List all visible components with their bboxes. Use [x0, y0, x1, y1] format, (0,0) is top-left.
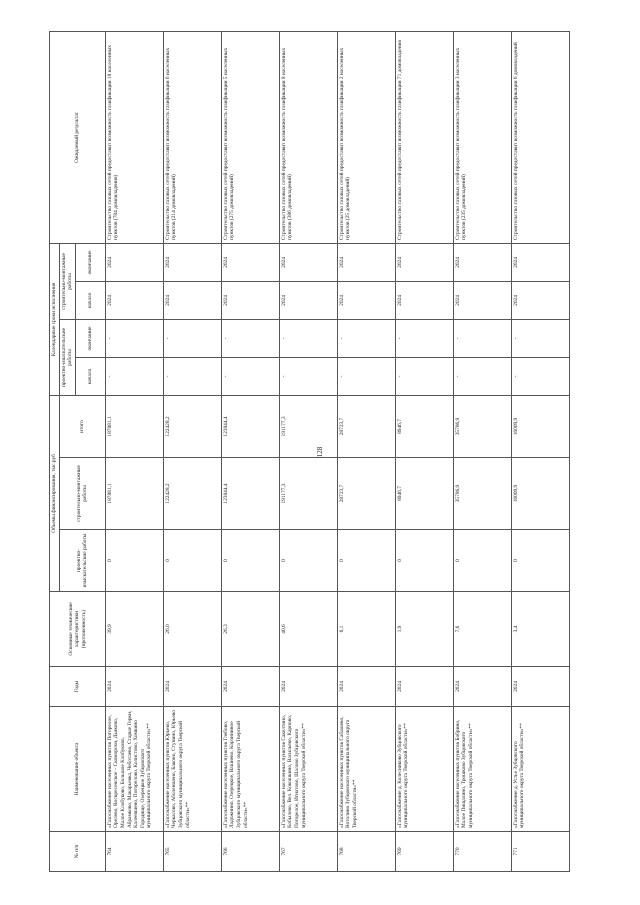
row-smr-end: 2024: [511, 243, 569, 281]
row-fin-design: 0: [105, 530, 163, 592]
row-pir-start: -: [163, 357, 221, 395]
row-fin-total: 123844,4: [221, 395, 279, 457]
row-smr-end: 2024: [337, 243, 395, 281]
table-row: [105, 31, 163, 871]
row-name: «Газоснабжение населенных пунктов Юрьево, Черкасово, Аболеншено, Баконо, Ступино, Юрьево Зубцовского муниципального округа Тверской области»**: [163, 707, 221, 832]
table-row: [511, 31, 569, 871]
header-specs: Основные технические характеристики (протяженность): [50, 592, 106, 667]
row-smr-start: 2024: [337, 281, 395, 319]
header-schedule: Календарные сроки исполнения: [50, 243, 60, 395]
row-year: 2024: [453, 667, 511, 707]
header-num: № п/п: [50, 832, 106, 872]
row-result: Строительство газовых сетей предоставит возможность газификации 6 домовладений: [511, 31, 569, 243]
row-fin-construction: 16009,9: [511, 458, 569, 530]
row-smr-start: 2024: [221, 281, 279, 319]
row-pir-start: -: [105, 357, 163, 395]
header-fin-total: итого: [59, 395, 105, 457]
row-num: 768: [337, 832, 395, 872]
table-row: [221, 31, 279, 871]
row-fin-construction: 28723,7: [337, 458, 395, 530]
row-name: «Газоснабжение населенных пунктов Глебово, Ладожнино, Озерецкое, Вашнево, Корзининое Зубцовского муниципального округа Тверской области»**: [221, 707, 279, 832]
row-num: 766: [221, 832, 279, 872]
row-fin-total: 35786,9: [453, 395, 511, 457]
row-fin-construction: 122428,2: [163, 458, 221, 530]
row-num: 771: [511, 832, 569, 872]
investment-table: [49, 31, 570, 872]
row-length: 26,3: [221, 592, 279, 667]
row-length: 39,9: [105, 592, 163, 667]
row-result: Строительство газовых сетей предоставит возможность газификации 5 населенных пунктов (275 домовладений): [221, 31, 279, 243]
row-fin-construction: 35786,9: [453, 458, 511, 530]
row-length: 3,4: [511, 592, 569, 667]
page-number: 128: [316, 446, 324, 458]
table-row: [453, 31, 511, 871]
row-name: «Газоснабжение д. Устье Зубцовского муниципального округа Тверской области»**: [511, 707, 569, 832]
row-pir-end: -: [221, 319, 279, 357]
row-name: «Газоснабжение населенных пунктов Бобрино, Малое Пищалино, Трошково Зубцовского муниципального округа Тверской области»**: [453, 707, 511, 832]
row-name: «Газоснабжение населенных пунктов Погорелое, Орелево, Воскресенское – Скоморохи, Дьяково, Малое Клобуково, Большое Клобуково, Абрамково, Макарьевка, Чеботаево, Старые Горки, Калеевшено, Погорелово, Колистово, Хомкино Городище, Озерецкое Зубцовского муниципального округа Тверской области»**: [105, 707, 163, 832]
header-smr-start: начало: [75, 281, 105, 319]
row-fin-total: 16009,9: [511, 395, 569, 457]
row-year: 2024: [163, 667, 221, 707]
row-smr-start: 2024: [453, 281, 511, 319]
row-smr-start: 2024: [511, 281, 569, 319]
row-fin-total: 187881,1: [105, 395, 163, 457]
row-pir-start: -: [221, 357, 279, 395]
header-years: Годы: [50, 667, 106, 707]
row-smr-start: 2024: [395, 281, 453, 319]
row-year: 2024: [221, 667, 279, 707]
header-pir-start: начало: [75, 357, 105, 395]
row-fin-design: 0: [221, 530, 279, 592]
row-num: 770: [453, 832, 511, 872]
row-num: 764: [105, 832, 163, 872]
row-year: 2024: [511, 667, 569, 707]
row-fin-design: 0: [163, 530, 221, 592]
row-year: 2024: [337, 667, 395, 707]
row-fin-design: 0: [453, 530, 511, 592]
row-fin-design: 0: [395, 530, 453, 592]
row-num: 767: [279, 832, 337, 872]
header-fin-design: проектно-изыскательские работы: [59, 530, 105, 592]
row-fin-construction: 8946,7: [395, 458, 453, 530]
row-result: Строительство газовых сетей предоставит возможность газификации 2 населенных пунктов (25 домовладений): [337, 31, 395, 243]
row-fin-total: 8946,7: [395, 395, 453, 457]
header-pir-end: окончание: [75, 319, 105, 357]
row-pir-start: -: [337, 357, 395, 395]
table-row: [395, 31, 453, 871]
row-pir-end: -: [511, 319, 569, 357]
row-length: 1,9: [395, 592, 453, 667]
row-result: Строительство газовых сетей предоставит возможность газификации 71 домовладения: [395, 31, 453, 243]
row-length: 40,6: [279, 592, 337, 667]
header-sch-construction: строительно-монтажные работы: [59, 243, 75, 319]
header-result: Ожидаемый результат: [50, 31, 106, 243]
row-num: 765: [163, 832, 221, 872]
table-row: [163, 31, 221, 871]
row-fin-construction: 187881,1: [105, 458, 163, 530]
row-year: 2024: [279, 667, 337, 707]
row-num: 769: [395, 832, 453, 872]
row-name: «Газоснабжение д. Колесниково Зубцовского муниципального округа Тверской области»**: [395, 707, 453, 832]
row-fin-total: 28723,7: [337, 395, 395, 457]
row-name: «Газоснабжение населенных пунктов Сакелтино, Кобылево, Вел. Кокошкино, Васильево, Карпово, Погорелое, Игнатово, Шалово Зубцовского муниципального округа Тверской области»**: [279, 707, 337, 832]
row-smr-start: 2024: [163, 281, 221, 319]
row-length: 7,6: [453, 592, 511, 667]
row-result: Строительство газовых сетей предоставит возможность газификации 3 населенных пунктов (235 домовладений): [453, 31, 511, 243]
header-fin-construction: строительно-монтажные работы: [59, 458, 105, 530]
row-fin-construction: 191177,3: [279, 458, 337, 530]
row-fin-design: 0: [337, 530, 395, 592]
row-smr-start: 2024: [279, 281, 337, 319]
row-smr-end: 2024: [395, 243, 453, 281]
rotated-table-wrapper: [49, 32, 591, 872]
table-row: [337, 31, 395, 871]
row-smr-end: 2024: [453, 243, 511, 281]
row-result: Строительство газовых сетей предоставит возможность газификации 18 населенных пунктов (784 домовладения): [105, 31, 163, 243]
row-pir-end: -: [105, 319, 163, 357]
table-row: [279, 31, 337, 871]
row-fin-design: 0: [279, 530, 337, 592]
row-pir-end: -: [279, 319, 337, 357]
row-result: Строительство газовых сетей предоставит возможность газификации 6 населенных пунктов (214 домовладений): [163, 31, 221, 243]
row-pir-end: -: [163, 319, 221, 357]
row-length: 26,0: [163, 592, 221, 667]
row-fin-design: 0: [511, 530, 569, 592]
row-pir-end: -: [337, 319, 395, 357]
row-year: 2024: [105, 667, 163, 707]
row-name: «Газоснабжение населенных пунктов Сабашево, Вотолино Зубцовского муниципального округа Тверской области»**: [337, 707, 395, 832]
row-smr-end: 2024: [279, 243, 337, 281]
row-pir-start: -: [395, 357, 453, 395]
row-fin-total: 191177,3: [279, 395, 337, 457]
row-smr-start: 2024: [105, 281, 163, 319]
header-sch-design: проектно-изыскательские работы: [59, 319, 75, 395]
row-pir-start: -: [511, 357, 569, 395]
row-result: Строительство газовых сетей предоставит возможность газификации 8 населенных пунктов (386 домовладений): [279, 31, 337, 243]
row-year: 2024: [395, 667, 453, 707]
row-smr-end: 2024: [163, 243, 221, 281]
header-financing: Объемы финансирования, тыс.руб: [50, 395, 60, 591]
row-pir-start: -: [279, 357, 337, 395]
header-name: Наименование объекта: [50, 707, 106, 832]
row-fin-total: 122428,2: [163, 395, 221, 457]
row-pir-end: -: [395, 319, 453, 357]
row-smr-end: 2024: [221, 243, 279, 281]
row-fin-construction: 123844,4: [221, 458, 279, 530]
row-smr-end: 2024: [105, 243, 163, 281]
header-smr-end: окончание: [75, 243, 105, 281]
row-pir-start: -: [453, 357, 511, 395]
row-length: 6,1: [337, 592, 395, 667]
row-pir-end: -: [453, 319, 511, 357]
